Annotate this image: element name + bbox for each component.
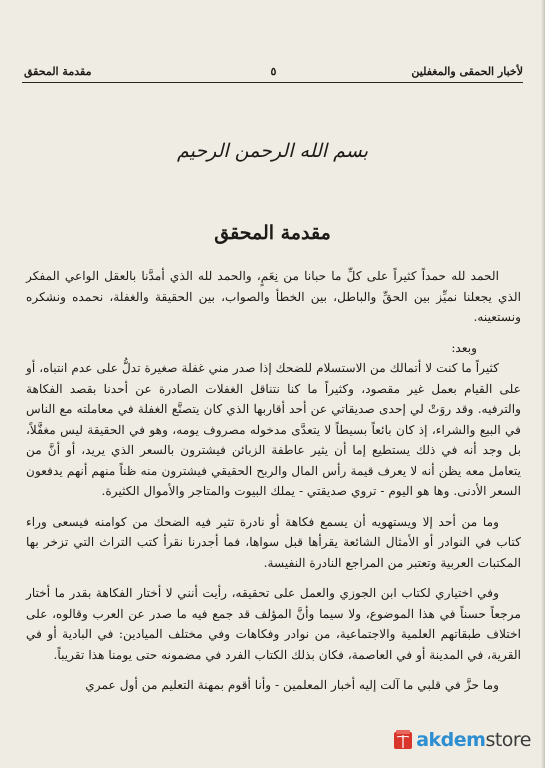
page-title: مقدمة المحقق <box>214 222 331 244</box>
basmala: بسم الله الرحمن الرحيم <box>177 140 368 162</box>
book-logo-icon <box>393 729 413 751</box>
header-section-title: مقدمة المحقق <box>24 64 92 78</box>
body-text <box>26 266 521 698</box>
paragraph-choice: وفي اختياري لكتاب ابن الجوزي والعمل على تحقيقه، رأيت أنني لا أختار الفكاهة بقدر ما أختار مرجعاً حسناً في هذا الموضوع، ولا سيما وأنَّ المؤلف قد جمع فيه ما صدر عن العرب وقالوه، على اختلاف طبقاتهم العلمية والاجتماعية، من نوادر وفكاهات وفي مختلف الميادين: في البادية أو في القرية، في المدينة أو في العاصمة، فكان بذلك الكتاب الفرد في مضمونه حتى يومنا هذا تقريباً. <box>26 586 521 662</box>
paragraph-humor: وما من أحد إلا ويستهويه أن يسمع فكاهة أو نادرة تثير فيه الضحك من كوامنه فيسعى وراء كتاب في النوادر أو الأمثال الشائعة يقرأها قبل سواها، فما أجدرنا نقرأ كتب التراث التي تزخر بها المكتبات العربية وتعتبر من المراجع النادرة النفيسة. <box>26 514 521 570</box>
page-edge-shadow <box>541 0 545 768</box>
paragraph-opening: الحمد لله حمداً كثيراً على كلِّ ما حبانا من نِعَمٍ، والحمد لله الذي أمدَّنا بالعقل الواعي المفكر الذي يجعلنا نميِّز بين الحقِّ والباطل، بين الخطأ والصواب، بين الحقيقة والغفلة، نحمده ونشكره ونستعينه. <box>26 269 521 324</box>
paragraph-wabaad: وبعد: <box>451 340 477 355</box>
paragraph-story: كثيراً ما كنت لا أتمالك من الاستسلام للضحك إذا صدر مني غفلة صغيرة تدلُّ على عدم انتباه، أو على القيام بعمل غير مقصود، وكثيراً ما كنا نتناقل الغفلات الصادرة عن أحدنا بقصد الفكاهة والترفيه. وقد روَتْ لي إحدى صديقاتي عن أحد أقاربها الذي كان يتصنَّع الغفلة في معاملته مع الناس في البيع والشراء، إذ كان بائعاً بسيطاً لا يتعدَّى مدخوله مصروف يومه، وهو في الحقيقة ليس مغفَّلاً، بل وجد أنه في ذلك يستطيع إما أن يثير عاطفة الزبائن فيشترون بالسعر الذي يريد، أو أنَّ من يتعامل معه يظن أنه لا يعرف قيمة رأس المال والربح الحقيقي فيشترون منه ظناً منهم أنهم يدفعون السعر الأدنى. وها هو اليوم - تروي صديقتي - يملك البيوت والمتاجر والأموال الكثيرة. <box>26 361 521 498</box>
paragraph-teachers: وما حزَّ في قلبي ما آلت إليه أخبار المعلمين - وأنا أقوم بمهنة التعليم من أول عمري <box>85 678 499 692</box>
header-book-title: لأخبار الحمقى والمغفلين <box>411 64 523 78</box>
store-watermark <box>393 724 531 756</box>
watermark-text-part2: store <box>485 729 531 751</box>
header-rule <box>22 82 523 83</box>
watermark-text-part1: akdem <box>416 729 486 751</box>
watermark-text <box>416 729 531 751</box>
page-number: ٥ <box>270 64 277 78</box>
running-header <box>24 62 523 80</box>
